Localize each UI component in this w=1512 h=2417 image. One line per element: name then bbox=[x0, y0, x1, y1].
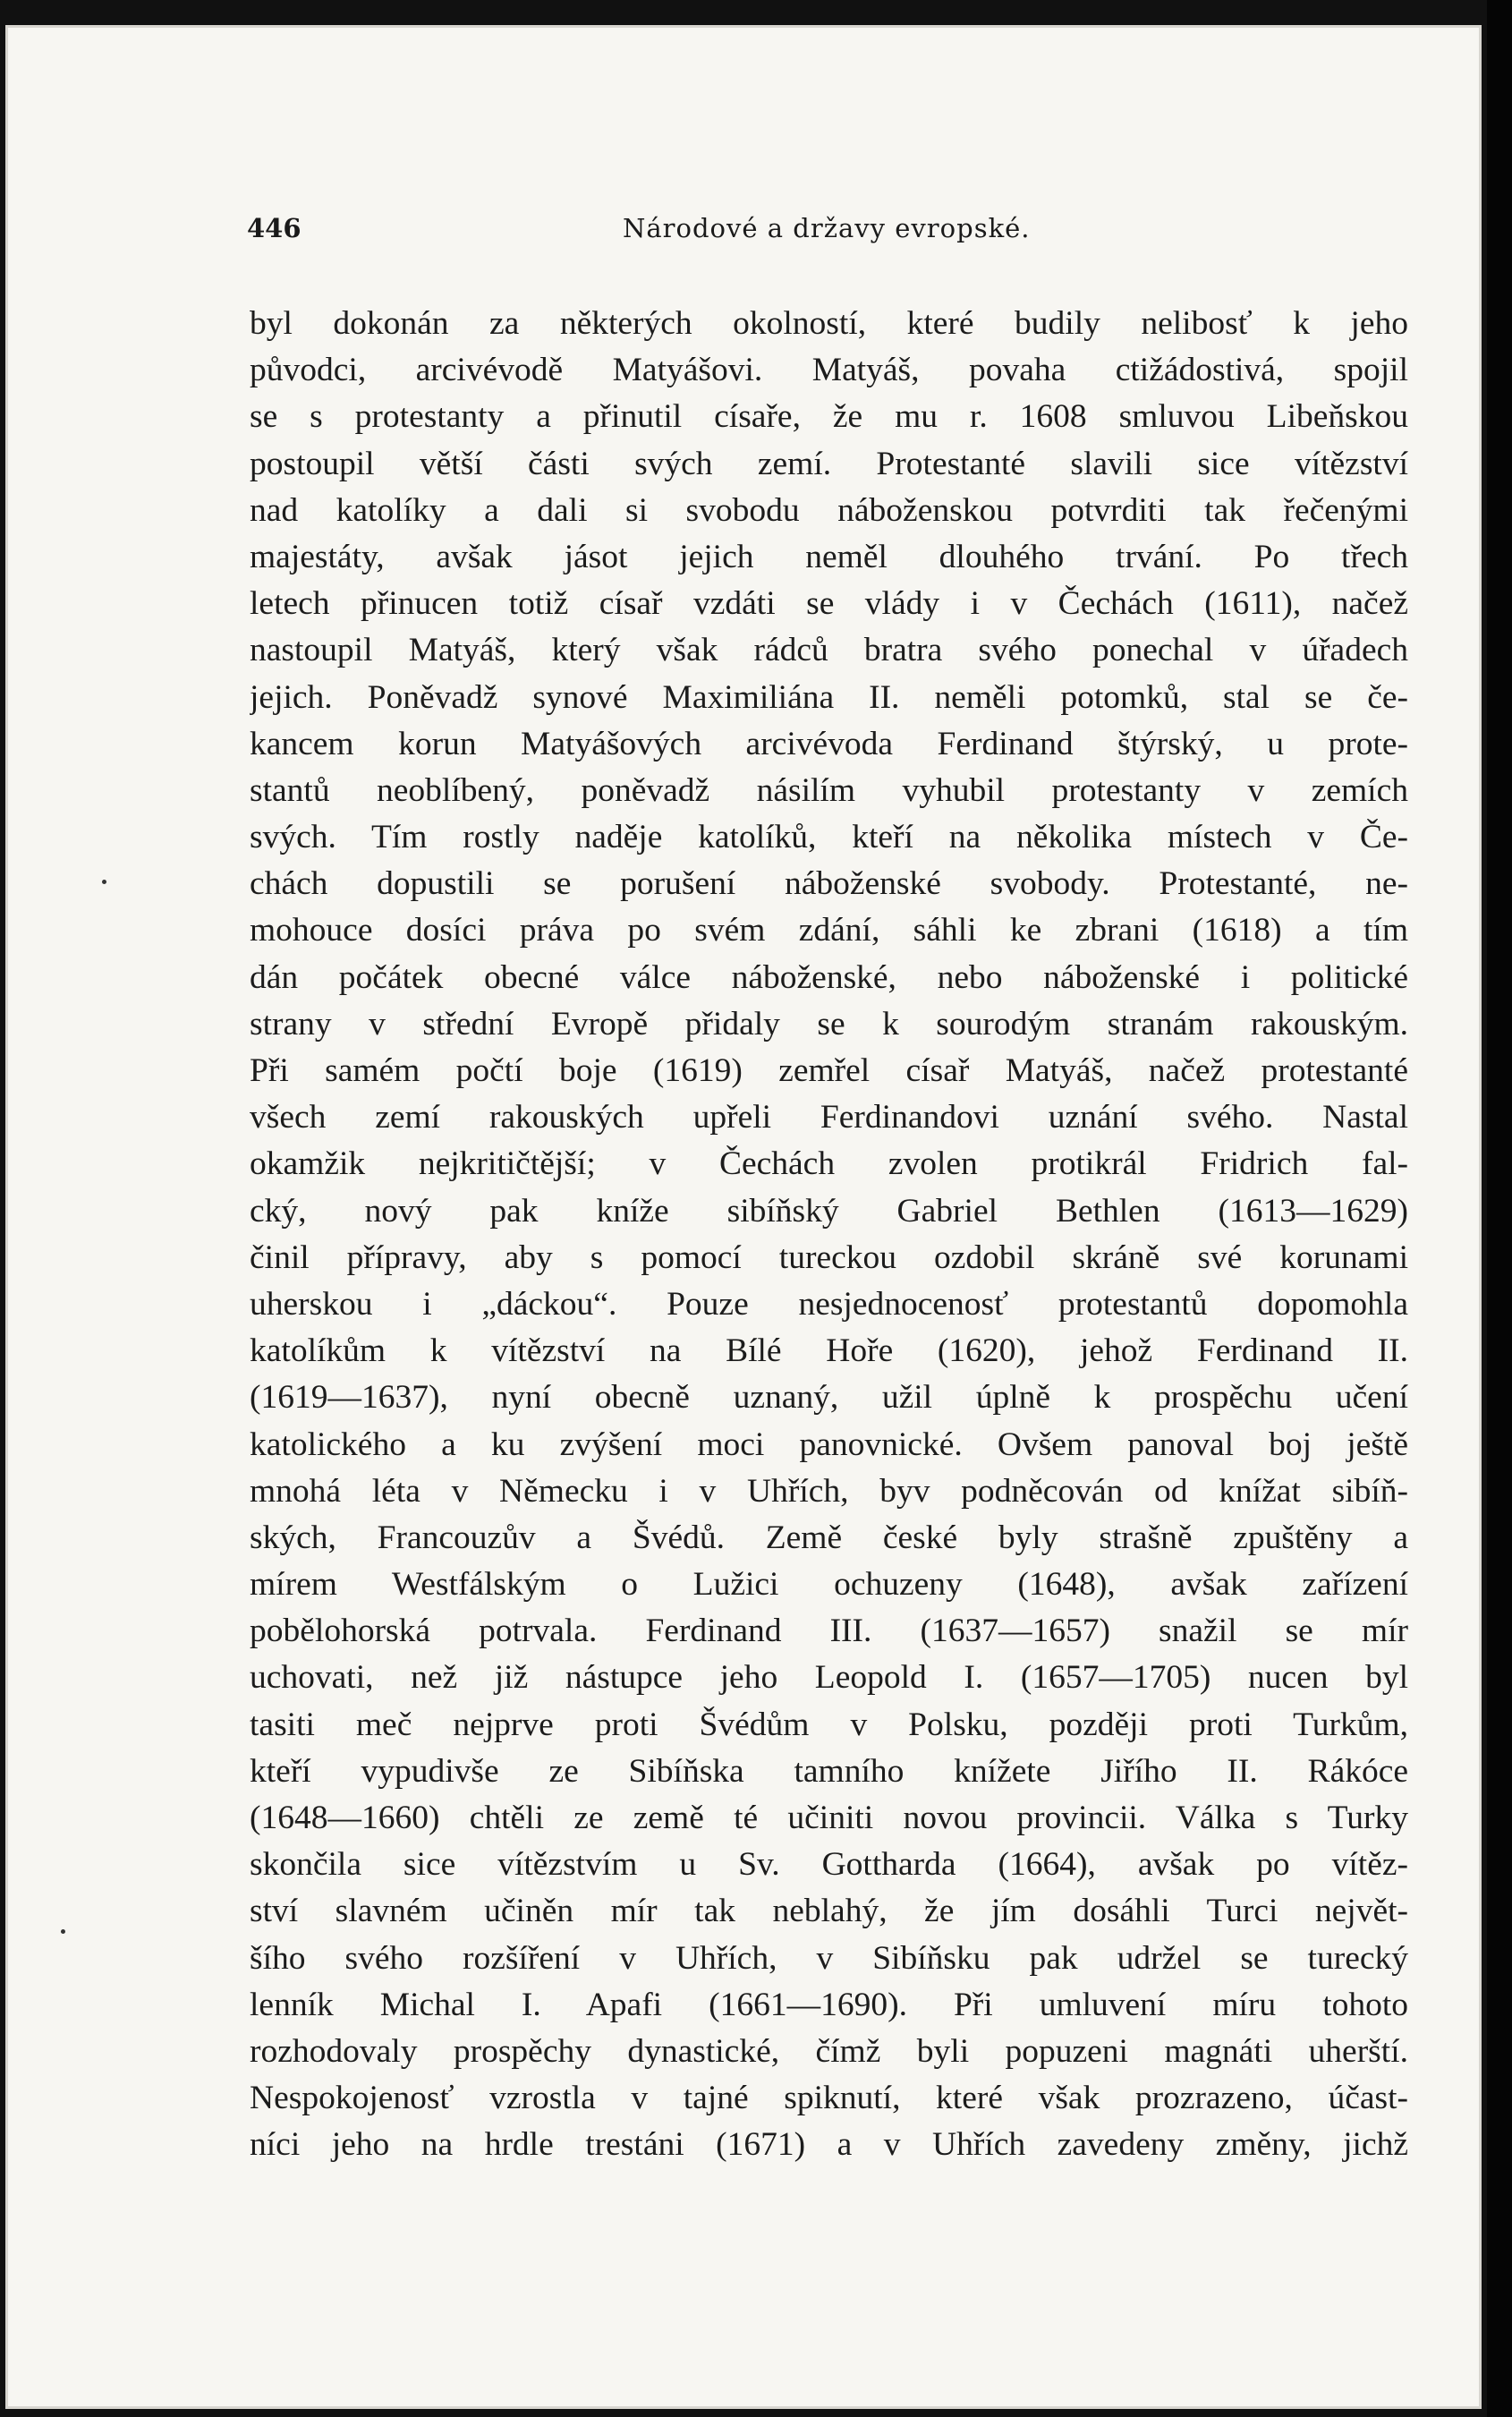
text-line: ství slavném učiněn mír tak neblahý, že jím dosáhli Turci největ- bbox=[250, 1893, 1408, 1930]
text-line: pobělohorská potrvala. Ferdinand III. (1637—1657) snažil se mír bbox=[250, 1613, 1408, 1650]
text-line: níci jeho na hrdle trestáni (1671) a v Uhřích zavedeny změny, jichž bbox=[250, 2126, 1408, 2164]
body-text bbox=[250, 301, 1408, 2169]
text-line: činil přípravy, aby s pomocí tureckou ozdobil skráně své korunami bbox=[250, 1238, 1408, 1276]
text-line: dán počátek obecné válce náboženské, nebo náboženské i politické bbox=[250, 958, 1408, 996]
book-page bbox=[5, 25, 1482, 2409]
running-title: Národové a državy evropské. bbox=[623, 213, 1031, 243]
text-line: Nespokojenosť vzrostla v tajné spiknutí, které však prozrazeno, účast- bbox=[250, 2080, 1408, 2117]
scan-edge bbox=[1487, 0, 1512, 2417]
text-line: strany v střední Evropě přidaly se k sourodým stranám rakouským. bbox=[250, 1005, 1408, 1043]
text-line: rozhodovaly prospěchy dynastické, čímž byli popuzeni magnáti uherští. bbox=[250, 2032, 1408, 2070]
text-line: chách dopustili se porušení náboženské svobody. Protestanté, ne- bbox=[250, 865, 1408, 903]
text-line: postoupil větší části svých zemí. Protestanté slavili sice vítězství bbox=[250, 445, 1408, 482]
text-line: nad katolíky a dali si svobodu náboženskou potvrditi tak řečenými bbox=[250, 491, 1408, 529]
text-line: skončila sice vítězstvím u Sv. Gottharda (1664), avšak po vítěz- bbox=[250, 1846, 1408, 1884]
text-line: letech přinucen totiž císař vzdáti se vlády i v Čechách (1611), načež bbox=[250, 585, 1408, 623]
page-header bbox=[247, 213, 1410, 249]
text-line: majestáty, avšak jásot jejich neměl dlouhého trvání. Po třech bbox=[250, 538, 1408, 575]
text-line: kteří vypudivše ze Sibíňska tamního knížete Jiřího II. Rákóce bbox=[250, 1752, 1408, 1790]
text-line: stantů neoblíbený, poněvadž násilím vyhubil protestanty v zemích bbox=[250, 771, 1408, 809]
page-number: 446 bbox=[247, 213, 302, 243]
text-line: (1648—1660) chtěli ze země té učiniti novou provincii. Válka s Turky bbox=[250, 1800, 1408, 1836]
text-line: okamžik nejkritičtější; v Čechách zvolen protikrál Fridrich fal- bbox=[250, 1145, 1408, 1183]
text-line: se s protestanty a přinutil císaře, že mu r. 1608 smluvou Libeňskou bbox=[250, 398, 1408, 436]
text-line: mohouce dosíci práva po svém zdání, sáhli ke zbrani (1618) a tím bbox=[250, 912, 1408, 949]
text-line: katolíkům k vítězství na Bílé Hoře (1620), jehož Ferdinand II. bbox=[250, 1332, 1408, 1370]
text-line: byl dokonán za některých okolností, které budily nelibosť k jeho bbox=[250, 305, 1408, 342]
text-line: Při samém počtí boje (1619) zemřel císař Matyáš, načež protestanté bbox=[250, 1052, 1408, 1089]
text-line: mnohá léta v Německu i v Uhřích, byv podněcován od knížat sibíň- bbox=[250, 1472, 1408, 1510]
text-line: všech zemí rakouských upřeli Ferdinandovi uznání svého. Nastal bbox=[250, 1099, 1408, 1136]
text-line: jejich. Poněvadž synové Maximiliána II. neměli potomků, stal se če- bbox=[250, 678, 1408, 716]
text-line: cký, nový pak kníže sibíňský Gabriel Bethlen (1613—1629) bbox=[250, 1192, 1408, 1230]
text-line: lenník Michal I. Apafi (1661—1690). Při umluvení míru tohoto bbox=[250, 1986, 1408, 2023]
text-line: nastoupil Matyáš, který však rádců bratra svého ponechal v úřadech bbox=[250, 632, 1408, 669]
text-line: svých. Tím rostly naděje katolíků, kteří na několika místech v Če- bbox=[250, 819, 1408, 856]
text-line: katolického a ku zvýšení moci panovnické. Ovšem panoval boj ještě bbox=[250, 1426, 1408, 1463]
scan-speck bbox=[102, 880, 106, 884]
text-line: kancem korun Matyášových arcivévoda Ferdinand štýrský, u prote- bbox=[250, 725, 1408, 762]
text-line: mírem Westfálským o Lužici ochuzeny (1648), avšak zařízení bbox=[250, 1566, 1408, 1604]
text-line: šího svého rozšíření v Uhřích, v Sibíňsku pak udržel se turecký bbox=[250, 1939, 1408, 1977]
text-line: ských, Francouzův a Švédů. Země české byly strašně zpuštěny a bbox=[250, 1519, 1408, 1556]
text-line: (1619—1637), nyní obecně uznaný, užil úplně k prospěchu učení bbox=[250, 1379, 1408, 1417]
text-line: uchovati, než již nástupce jeho Leopold I. (1657—1705) nucen byl bbox=[250, 1659, 1408, 1697]
scan-speck bbox=[61, 1929, 65, 1934]
text-line: původci, arcivévodě Matyášovi. Matyáš, povaha ctižádostivá, spojil bbox=[250, 352, 1408, 389]
text-line: tasiti meč nejprve proti Švédům v Polsku, později proti Turkům, bbox=[250, 1706, 1408, 1743]
text-line: uherskou i „dáckou“. Pouze nesjednocenosť protestantů dopomohla bbox=[250, 1285, 1408, 1323]
